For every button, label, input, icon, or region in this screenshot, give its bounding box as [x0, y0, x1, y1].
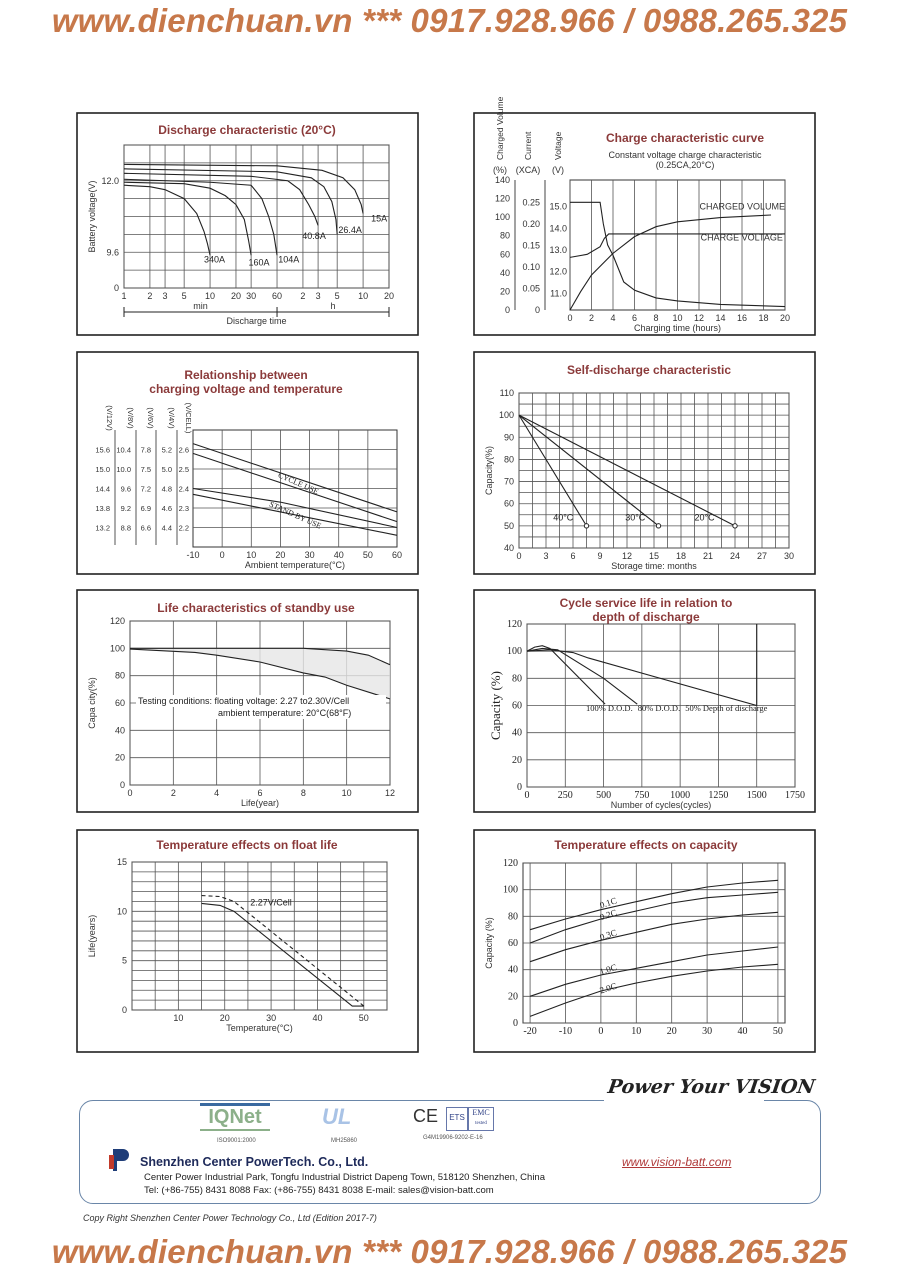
series-label: CHARGED VOLUME: [699, 201, 785, 212]
banner-top: www.dienchuan.vn *** 0917.928.966 / 0988.265.325: [51, 2, 848, 39]
x-tick-label: 2: [588, 313, 595, 323]
column-tick: 2.3: [178, 504, 189, 513]
column-tick: 13.8: [95, 504, 110, 513]
x-tick-label: 40: [312, 1013, 323, 1023]
axis-0-tick: 40: [499, 267, 510, 278]
unit-h: h: [330, 301, 336, 311]
axis-unit: (XCA): [515, 165, 541, 175]
y-tick-label: 60: [508, 938, 518, 949]
x-tick-label: 30: [304, 550, 315, 560]
axis-1-tick: 0.05: [522, 283, 540, 294]
y-tick-label: 100: [498, 410, 514, 421]
axis-2-tick: 12.0: [549, 266, 567, 277]
test-conditions: ambient temperature: 20°C(68°F): [218, 708, 352, 718]
chart-temp-capacity: [474, 830, 815, 1052]
voltage-label: 2.27V/Cell: [250, 897, 292, 908]
test-conditions: Testing conditions: floating voltage: 2.27 to2.30V/Cell: [138, 696, 350, 706]
chart-float-life: [77, 830, 418, 1052]
y-tick-label: 80: [512, 673, 522, 685]
unit-min: min: [193, 301, 208, 311]
x-tick-label: 20: [219, 1013, 230, 1023]
x-tick-label: -10: [558, 1026, 573, 1037]
axis-0-tick: 80: [499, 230, 510, 241]
x-tick-label: 500: [596, 790, 612, 801]
x-tick-label: 12: [621, 551, 633, 561]
axis-2-tick: 15.0: [549, 201, 567, 212]
x-tick-label: 15: [648, 551, 660, 561]
y-tick-label: 40: [114, 725, 125, 736]
series-label: CHARGE VOLTAGE: [700, 232, 783, 243]
y-tick-label: 20: [508, 991, 518, 1003]
end-marker: [656, 524, 660, 528]
x-tick-label: 0: [524, 790, 530, 801]
series-label: 20°C: [694, 512, 715, 523]
x-tick-label: 20: [779, 313, 791, 323]
chart-title: Discharge characteristic (20°C): [158, 123, 336, 137]
column-tick: 2.6: [178, 445, 189, 455]
iso-code: ISO9001:2000: [217, 1138, 256, 1144]
website-link[interactable]: www.vision-batt.com: [622, 1155, 732, 1169]
x-tick-label: 1750: [785, 790, 805, 801]
x-tick-label: 4: [610, 313, 616, 323]
y-tick-label: 40: [503, 543, 514, 553]
x-tick-label: 2: [170, 788, 176, 798]
band-label: STAND BY USE: [267, 499, 323, 531]
ets-logo: ETS: [446, 1107, 468, 1131]
axis-0-tick: 60: [499, 249, 510, 260]
x-tick-label: 27: [756, 551, 768, 561]
x-tick-label: 20: [666, 1026, 677, 1037]
series-label: 0.2C: [598, 907, 618, 923]
column-tick: 4.4: [161, 523, 172, 533]
x-tick-label: 0: [567, 313, 573, 323]
chart-charge: [474, 0, 815, 335]
x-tick-label: 3: [315, 291, 321, 301]
y-tick-label: 60: [114, 698, 125, 708]
x-tick-label: 10: [246, 550, 257, 560]
x-tick-label: 21: [702, 551, 714, 561]
x-tick-label: 50: [362, 550, 373, 560]
y-tick-label: 0: [517, 782, 522, 793]
x-tick-label: 30: [702, 1026, 713, 1037]
x-tick-label: 12: [384, 788, 396, 798]
axis-header: Voltage: [553, 131, 563, 160]
x-tick-label: 4: [214, 788, 220, 798]
chart-self-discharge: [474, 352, 815, 574]
column-tick: 14.4: [95, 484, 110, 494]
column-header: (V/CELL): [184, 402, 193, 434]
chart-panel: [77, 113, 418, 335]
x-tick-label: 750: [634, 790, 650, 801]
series-label: 0.1C: [598, 895, 618, 911]
series-label: 30°C: [625, 512, 646, 523]
brand-logo-text: Power Your VISION: [606, 1076, 817, 1098]
column-tick: 9.2: [120, 504, 131, 513]
x-axis-label: Charging time (hours): [633, 323, 722, 333]
x-tick-label: 50: [358, 1013, 369, 1023]
y-axis-label: Capa city(%): [87, 677, 97, 729]
x-tick-label: 2: [300, 291, 306, 301]
series-label: 0.3C: [598, 927, 618, 943]
series-label: 160A: [248, 257, 270, 268]
axis-unit: (%): [493, 165, 507, 175]
emc-sub: tested: [475, 1121, 487, 1126]
x-tick-label: 30: [246, 291, 257, 301]
column-header: (V/8V): [126, 407, 135, 429]
x-tick-label: 60: [272, 291, 283, 301]
axis-2-tick: 13.0: [549, 245, 567, 256]
axis-0-tick: 140: [494, 175, 510, 185]
y-tick-label: 5: [121, 955, 127, 966]
column-tick: 7.8: [140, 445, 151, 455]
column-tick: 15.0: [95, 465, 110, 474]
axis-0-tick: 20: [499, 286, 510, 297]
y-tick-label: 20: [512, 754, 522, 766]
column-tick: 10.0: [116, 465, 131, 474]
axis-1-tick: 0.25: [522, 197, 540, 208]
x-tick-label: 30: [783, 551, 795, 561]
axis-header: Charged Volume: [495, 96, 505, 160]
x-tick-label: -10: [186, 550, 200, 560]
company-name: Shenzhen Center PowerTech. Co., Ltd.: [140, 1155, 369, 1169]
y-tick-label: 0: [513, 1018, 518, 1029]
x-tick-label: 6: [257, 788, 263, 798]
y-tick-label: 50: [503, 520, 514, 531]
copyright: Copy Right Shenzhen Center Power Technology Co., Ltd (Edition 2017-7): [83, 1213, 377, 1223]
company-contact: Tel: (+86-755) 8431 8088 Fax: (+86-755) 8431 8038 E-mail: sales@vision-batt.com: [144, 1185, 494, 1196]
company-logo-icon: [107, 1147, 129, 1173]
y-tick-label: 60: [512, 700, 522, 712]
x-tick-label: 2: [147, 291, 153, 301]
x-tick-label: 20: [383, 291, 395, 301]
x-tick-label: 60: [391, 550, 403, 560]
column-tick: 9.6: [120, 484, 131, 494]
y-axis-label: Life(years): [87, 914, 97, 958]
company-address: Center Power Industrial Park, Tongfu Industrial District Dapeng Town, 518120 Shenzhen, China: [144, 1172, 545, 1183]
x-tick-label: 5: [334, 291, 340, 301]
y-tick-label: 40: [512, 727, 522, 739]
x-tick-label: 30: [266, 1013, 277, 1023]
y-tick-label: 12.0: [101, 175, 119, 186]
chart-title: depth of discharge: [592, 610, 700, 624]
chart-title: Cycle service life in relation to: [559, 596, 733, 610]
column-header: (V/4V): [167, 407, 176, 429]
y-tick-label: 0: [119, 780, 125, 790]
ul-code: MH25860: [331, 1138, 358, 1144]
banner-bottom: www.dienchuan.vn *** 0917.928.966 / 0988.265.325: [51, 1233, 848, 1270]
axis-1-tick: 0: [534, 305, 540, 315]
series-label: 2.0C: [598, 980, 618, 996]
chart-title: Relationship between: [184, 368, 308, 382]
chart-cycle-life: [474, 590, 815, 812]
chart-title: Self-discharge characteristic: [566, 363, 732, 377]
x-tick-label: 10: [205, 291, 216, 301]
y-tick-label: 80: [503, 454, 514, 465]
column-tick: 8.8: [120, 523, 131, 533]
emc-text: EMC: [472, 1108, 490, 1117]
column-tick: 15.6: [95, 445, 110, 455]
series-label: 26.4A: [338, 224, 362, 235]
y-tick-label: 100: [503, 884, 518, 896]
x-tick-label: 18: [758, 313, 769, 323]
x-tick-label: 1: [121, 291, 127, 301]
x-tick-label: 16: [736, 313, 748, 323]
chart-title: Charge characteristic curve: [605, 131, 765, 145]
end-marker: [584, 524, 588, 528]
y-tick-label: 60: [503, 498, 514, 509]
x-tick-label: 20: [230, 291, 241, 301]
x-tick-label: 0: [219, 550, 225, 560]
y-tick-label: 9.6: [106, 247, 119, 258]
axis-unit: (V): [552, 165, 564, 175]
series-label: 40.8A: [302, 230, 326, 241]
y-tick-label: 100: [507, 646, 522, 658]
x-tick-label: 40: [333, 550, 344, 560]
y-tick-label: 120: [507, 619, 522, 630]
column-tick: 4.6: [161, 504, 172, 513]
brand-logo: [604, 1076, 817, 1138]
x-tick-label: 10: [631, 1026, 642, 1037]
y-tick-label: 120: [503, 858, 518, 869]
column-tick: 4.8: [161, 484, 172, 494]
ul-logo: UL: [322, 1104, 352, 1129]
x-tick-label: 3: [162, 291, 168, 301]
x-axis-label: Storage time: months: [611, 561, 697, 571]
iqnet-logo: [190, 1103, 280, 1131]
chart-subtitle: Constant voltage charge characteristic: [608, 150, 762, 160]
x-tick-label: -20: [523, 1026, 537, 1037]
series-label: 340A: [203, 254, 226, 265]
x-tick-label: 10: [341, 788, 352, 798]
dod-label: 50% Depth of discharge: [685, 702, 768, 713]
chart-title: charging voltage and temperature: [149, 382, 343, 396]
x-tick-label: 3: [543, 551, 549, 561]
y-axis-label: Battery voltage(V): [87, 180, 97, 253]
x-tick-label: 10: [173, 1013, 184, 1023]
y-tick-label: 10: [116, 906, 127, 917]
iqnet-text: IQNet: [208, 1106, 262, 1128]
axis-1-tick: 0.10: [522, 261, 540, 272]
x-tick-label: 10: [672, 313, 683, 323]
x-axis-label: Life(year): [240, 798, 280, 808]
series-label: 1.0C: [598, 962, 618, 977]
x-tick-label: 5: [181, 291, 187, 301]
chart-discharge: [77, 113, 418, 335]
x-axis-label: Ambient temperature(°C): [244, 560, 346, 570]
x-tick-label: 6: [631, 313, 638, 323]
column-tick: 2.4: [178, 484, 189, 494]
chart-voltage-temp: [77, 352, 418, 574]
dod-label: 80% D.O.D.: [637, 702, 681, 713]
column-tick: 6.9: [140, 504, 151, 513]
x-tick-label: 50: [772, 1026, 783, 1037]
chart-title: Temperature effects on float life: [156, 838, 338, 852]
y-axis-label: Capacity (%): [488, 671, 503, 740]
y-tick-label: 100: [109, 643, 125, 654]
series-label: 15A: [371, 213, 388, 224]
series-label: 104A: [278, 254, 300, 265]
axis-2-tick: 14.0: [549, 223, 567, 234]
x-tick-label: 1250: [708, 790, 729, 801]
x-tick-label: 6: [570, 551, 576, 561]
x-axis-label: Discharge time: [226, 316, 287, 326]
y-tick-label: 80: [508, 911, 518, 923]
x-tick-label: 0: [516, 551, 522, 561]
x-tick-label: 14: [715, 313, 726, 323]
series-label: 40°C: [553, 512, 574, 523]
chart-panel: [474, 352, 815, 574]
band-label: CYCLE USE: [276, 470, 320, 497]
x-tick-label: 8: [300, 788, 306, 798]
column-tick: 7.2: [140, 484, 151, 494]
y-tick-label: 70: [503, 476, 514, 487]
axis-0-tick: 0: [504, 305, 510, 315]
axis-1-tick: 0.15: [522, 240, 540, 251]
x-tick-label: 24: [729, 551, 741, 561]
chart-subtitle: (0.25CA,20°C): [655, 160, 715, 170]
chart-title: Life characteristics of standby use: [157, 601, 355, 615]
y-tick-label: 40: [508, 964, 518, 976]
ce-code: G4M19906-9202-E-16: [423, 1135, 483, 1141]
axis-2-tick: 11.0: [550, 288, 567, 299]
y-tick-label: 80: [114, 670, 125, 681]
axis-0-tick: 120: [494, 193, 510, 204]
y-tick-label: 20: [114, 752, 125, 763]
column-tick: 5.0: [161, 465, 172, 474]
x-tick-label: 8: [653, 313, 659, 323]
y-tick-label: 15: [116, 857, 127, 867]
x-tick-label: 40: [737, 1026, 748, 1037]
y-tick-label: 110: [499, 388, 514, 398]
axis-1-tick: 0.20: [522, 218, 540, 229]
column-header: (V/6V): [146, 407, 155, 429]
chart-title: Temperature effects on capacity: [554, 838, 738, 852]
column-tick: 10.4: [116, 445, 131, 455]
x-tick-label: 0: [127, 788, 133, 798]
axis-0-tick: 100: [494, 212, 510, 223]
dod-label: 100% D.O.D.: [585, 702, 633, 713]
x-tick-label: 250: [557, 790, 573, 801]
y-tick-label: 90: [503, 432, 514, 443]
x-tick-label: 9: [597, 551, 603, 561]
x-tick-label: 10: [358, 291, 369, 301]
column-tick: 7.5: [140, 465, 151, 474]
axis-header: Current: [523, 131, 533, 160]
x-tick-label: 20: [275, 550, 286, 560]
column-tick: 5.2: [161, 445, 172, 455]
column-header: (V/12V): [105, 405, 114, 431]
column-tick: 6.6: [140, 523, 151, 533]
ce-mark: CE: [413, 1106, 439, 1126]
emc-logo: [468, 1107, 494, 1131]
y-tick-label: 120: [109, 616, 125, 626]
y-tick-label: 0: [121, 1005, 127, 1015]
y-axis-label: Capacity (%): [484, 917, 494, 969]
x-tick-label: 18: [675, 551, 687, 561]
x-axis-label: Number of cycles(cycles): [610, 800, 712, 810]
end-marker: [733, 524, 737, 528]
y-axis-label: Capacity(%): [484, 445, 494, 496]
x-tick-label: 12: [693, 313, 705, 323]
y-tick-label: 0: [113, 283, 119, 293]
column-tick: 2.5: [178, 465, 189, 474]
x-tick-label: 1500: [746, 790, 767, 801]
chart-standby-life: [77, 590, 418, 812]
column-tick: 13.2: [95, 523, 110, 533]
x-tick-label: 0: [598, 1026, 604, 1037]
x-axis-label: Temperature(°C): [226, 1023, 293, 1033]
x-tick-label: 1000: [670, 790, 691, 801]
column-tick: 2.2: [178, 523, 189, 533]
